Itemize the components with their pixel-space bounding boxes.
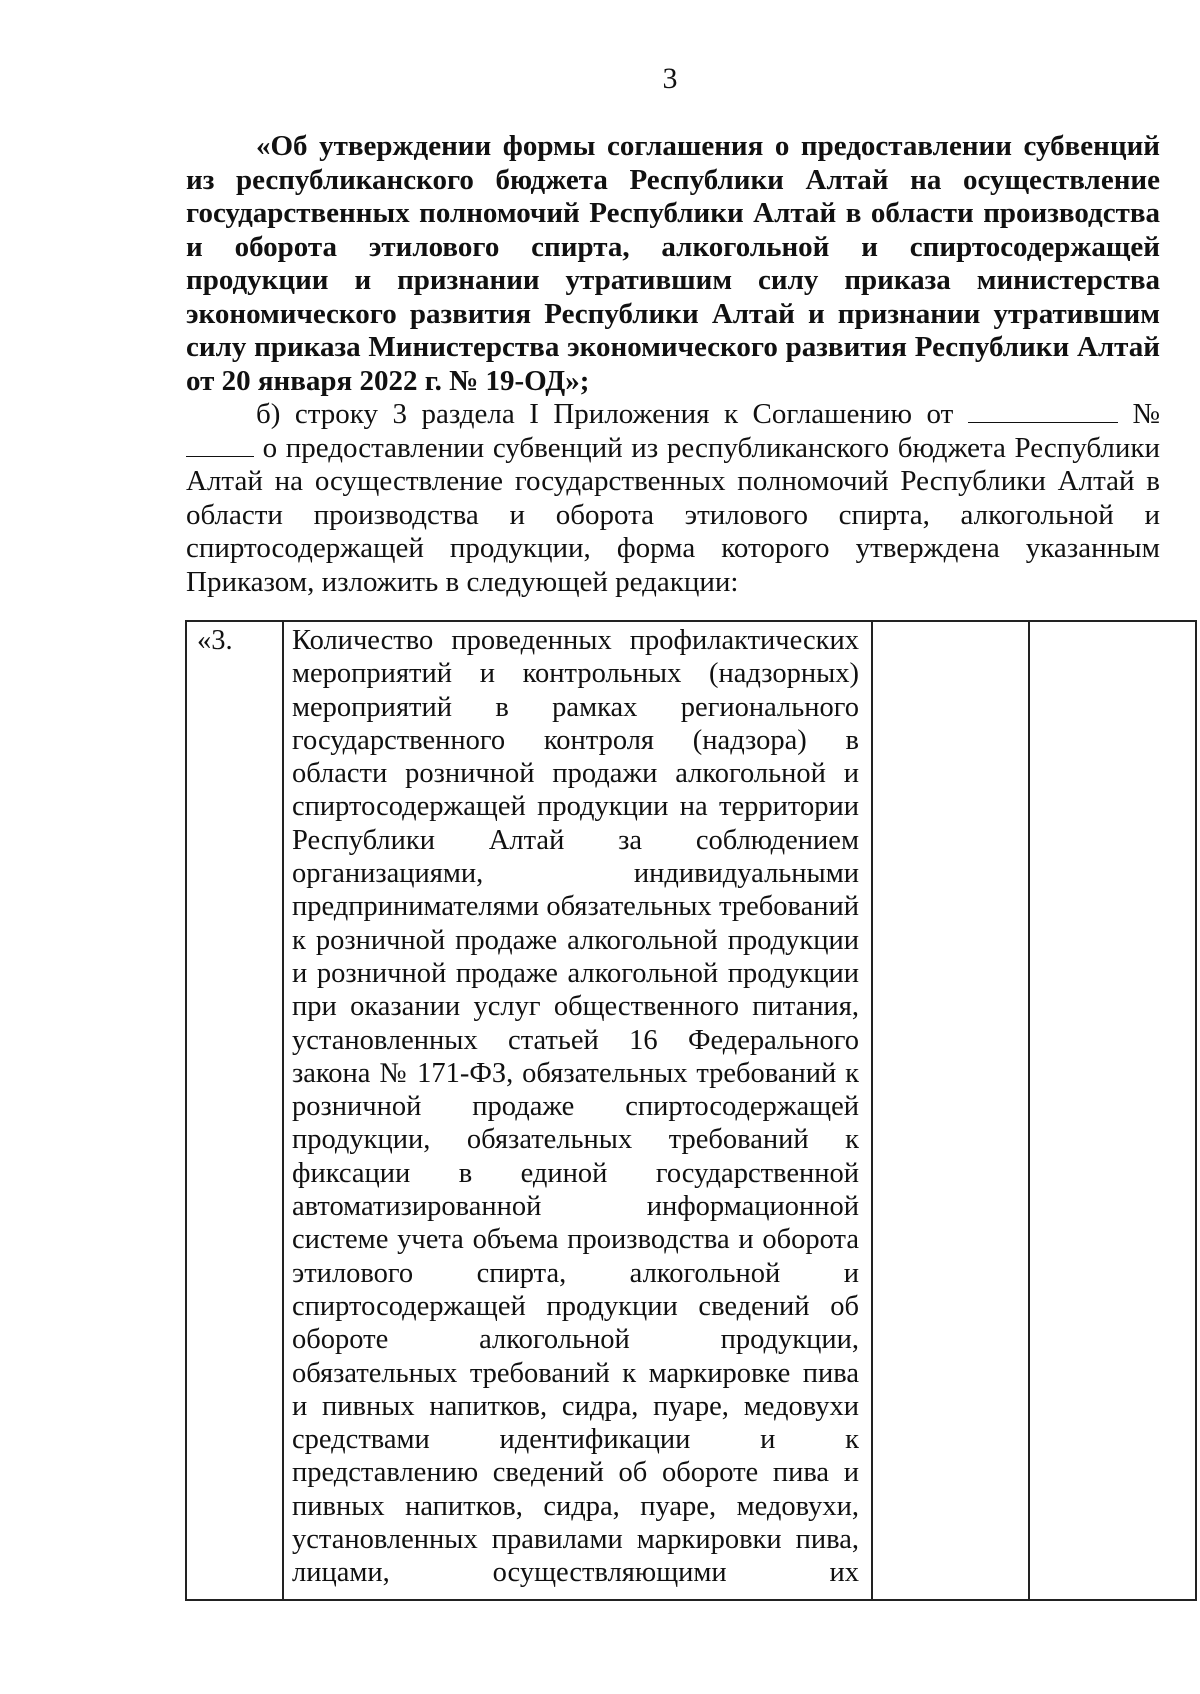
empty-cell	[872, 621, 1029, 1600]
paragraph-b-start: б) строку 3 раздела I Приложения к Соглашению от	[256, 398, 954, 430]
document-body	[186, 130, 1160, 599]
number-sign: №	[1132, 398, 1161, 430]
order-title-quote: «Об утверждении формы соглашения о предоставлении субвенций из республиканского бюджета Республики Алтай на осуществление государственных полномочий Республики Алтай в области производства и оборота этилового спирта, алкогольной и спиртосодержащей продукции и признании утратившим силу приказа министерства экономического развития Республики Алтай и признании утратившим силу приказа Министерства экономического развития Республики Алтай от 20 января 2022 г. № 19-ОД»;	[186, 130, 1160, 397]
number-blank	[186, 434, 254, 457]
paragraph-b	[186, 398, 1160, 599]
row-number-cell: «3.	[186, 621, 283, 1600]
paragraph-b-rest: о предоставлении субвенций из республиканского бюджета Республики Алтай на осуществление государственных полномочий Республики Алтай в области производства и оборота этилового спирта, алкогольной и спиртосодержащей продукции, форма которого утверждена указанным Приказом, изложить в следующей редакции:	[186, 431, 1161, 598]
indicator-table	[185, 620, 1197, 1601]
row-description-cell: Количество проведенных профилактических мероприятий и контрольных (надзорных) мероприятий в рамках регионального государственного контроля (надзора) в области розничной продажи алкогольной и спиртосодержащей продукции на территории Республики Алтай за соблюдением организациями, индивидуальными предпринимателями обязательных требований к розничной продаже алкогольной продукции и розничной продаже алкогольной продукции при оказании услуг общественного питания, установленных статьей 16 Федерального закона № 171-ФЗ, обязательных требований к розничной продаже спиртосодержащей продукции, обязательных требований к фиксации в единой государственной автоматизированной информационной системе учета объема производства и оборота этилового спирта, алкогольной и спиртосодержащей продукции сведений об обороте алкогольной продукции, обязательных требований к маркировке пива и пивных напитков, сидра, пуаре, медовухи средствами идентификации и к представлению сведений об обороте пива и пивных напитков, сидра, пуаре, медовухи, установленных правилами маркировки пива, лицами, осуществляющими их	[283, 621, 872, 1600]
date-blank	[968, 400, 1118, 423]
page-number: 3	[662, 62, 678, 95]
empty-cell	[1029, 621, 1196, 1600]
table-row	[186, 621, 1196, 1600]
